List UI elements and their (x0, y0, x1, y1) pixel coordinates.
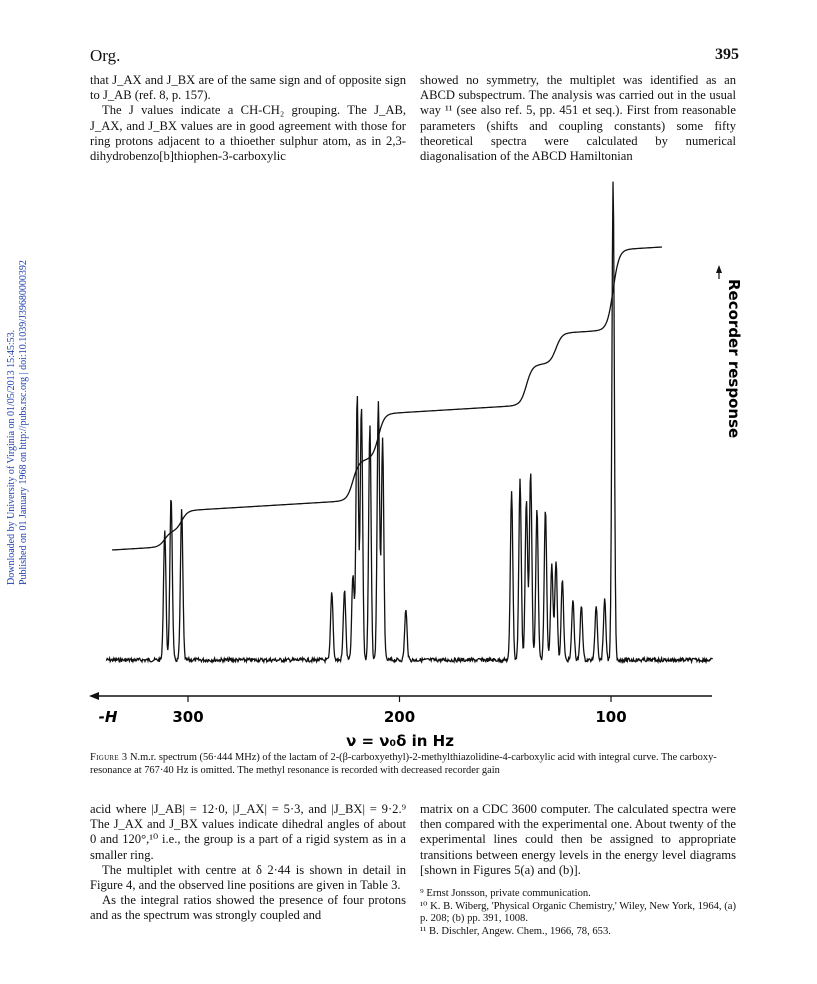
paragraph: that J_AX and J_BX are of the same sign and of opposite sign to J_AB (ref. 8, p. 157). (90, 73, 406, 103)
footnote-9: ⁹ Ernst Jonsson, private communication. (420, 888, 591, 900)
integral-curve (112, 247, 662, 550)
x-tick-label: 200 (383, 708, 416, 726)
x-tick-label: 300 (172, 708, 204, 726)
footnote-10: ¹⁰ K. B. Wiberg, 'Physical Organic Chemistry,' Wiley, New York, 1964, (a) p. 208; (b) pp. 391, 1008. (420, 900, 736, 925)
download-notice-line2: Published on 01 January 1968 on http://pubs.rsc.org | doi:10.1039/J39680000392 (18, 260, 29, 585)
y-axis-arrowhead (716, 265, 722, 273)
axis-arrow-left (89, 692, 99, 700)
caption-text: N.m.r. spectrum (56·444 MHz) of the lactam of 2-(β-carboxyethyl)-2-methylthiazolidine-4-carboxylic acid with integral curve. The carboxy-resonance at 767·40 Hz is omitted. The methyl resonance is recorded with decreased recorder gain (90, 752, 717, 776)
figure-caption (90, 752, 738, 777)
lower-left-column (90, 802, 406, 924)
paragraph: As the integral ratios showed the presence of four protons and as the spectrum was strongly coupled and (90, 893, 406, 923)
x-tick-label: 100 (595, 708, 627, 726)
figure-label: Figure 3 (90, 752, 128, 763)
upper-left-column (90, 73, 406, 164)
recorder-response-label: Recorder response (725, 279, 743, 439)
download-notice-line1: Downloaded by University of Virginia on 01/05/2013 15:45:53. (6, 329, 17, 585)
lower-right-column (420, 802, 736, 938)
paragraph: matrix on a CDC 3600 computer. The calculated spectra were then compared with the experimental one. About twenty of the experimental lines could then be assigned to appropriate transitions between energy levels in the energy level diagrams [shown in Figures 5(a) and (b)]. (420, 802, 736, 877)
footnote-11: ¹¹ B. Dischler, Angew. Chem., 1966, 78, 653. (420, 925, 611, 937)
upper-right-column (420, 73, 736, 164)
download-notice (6, 260, 30, 585)
paragraph: The multiplet with centre at δ 2·44 is shown in detail in Figure 4, and the observed line positions are given in Table 3. (90, 862, 406, 893)
journal-name: Org. (90, 46, 121, 65)
paragraph: acid where |J_AB| = 12·0, |J_AX| = 5·3, and |J_BX| = 9·2.⁹ The J_AX and J_BX values indicate dihedral angles of about 0 and 120°,¹⁰ i.e., the group is a part of a rigid system as in a smaller ring. (90, 802, 406, 862)
x-axis-label: ν = ν₀δ in Hz (346, 732, 454, 750)
page-number: 395 (715, 46, 739, 63)
paragraph: showed no symmetry, the multiplet was identified as an ABCD subspectrum. The analysis was carried out in the usual way ¹¹ (see also ref. 5, pp. 451 et seq.). First from reasonable parameters (shifts and coupling constants) some fifty theoretical spectra were calculated by numerical diagonalisation of the ABCD Hamiltonian (420, 73, 736, 164)
paragraph: The J values indicate a CH-CH₂ grouping. The J_AB, J_AX, and J_BX values are in good agreement with those for ring protons adjacent to a thioether sulphur atom, as in 2,3-dihydrobenzo[b]thiophen-3-carboxylic (90, 103, 406, 164)
spectrum-trace (106, 182, 713, 662)
neg-h-label: -H (98, 708, 118, 726)
